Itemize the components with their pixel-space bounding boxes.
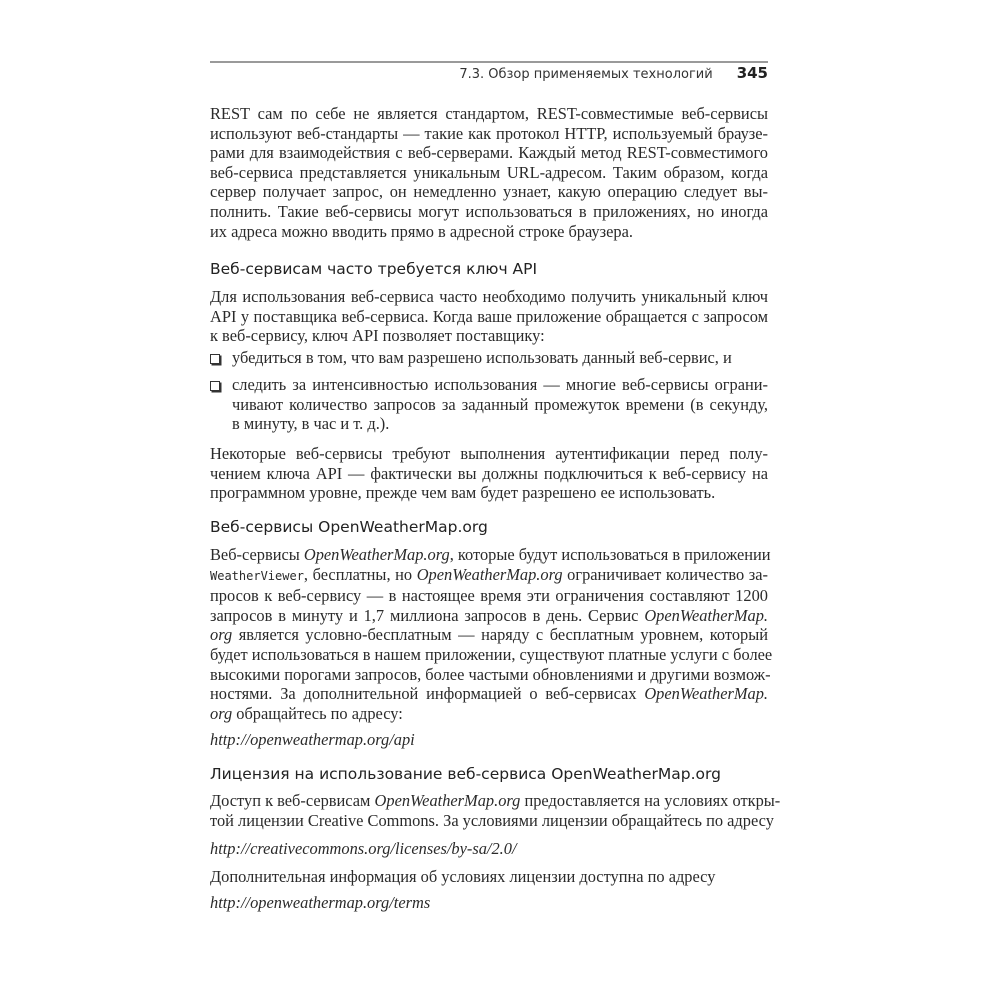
url-link[interactable]: http://openweathermap.org/terms (210, 893, 431, 912)
text-line (210, 867, 768, 887)
text-line (210, 287, 768, 307)
section-heading: Веб-сервисам часто требуется ключ API (210, 260, 538, 278)
text-run: полнить. Такие веб-сервисы могут использоваться в приложениях, но иногда (210, 201, 768, 221)
checkbox-bullet-icon (210, 381, 220, 391)
text-run: к веб-сервису, ключ API позволяет поставщику: (210, 326, 545, 346)
text-run: той лицензии Creative Commons. За условиями лицензии обращайтесь по адресу (210, 810, 774, 830)
text-run: предоставляется на условиях откры- (520, 791, 781, 810)
paragraph (210, 545, 773, 723)
text-run: их адреса можно вводить прямо в адресной строке браузера. (210, 221, 633, 241)
text-line (232, 375, 768, 395)
text-line (210, 791, 781, 811)
bullet-item (210, 348, 768, 368)
paragraph (210, 287, 768, 346)
text-run: сервер получает запрос, он немедленно узнает, какую операцию следует вы- (210, 182, 768, 202)
text-run: Веб-сервисы (210, 545, 304, 564)
text-line (210, 545, 771, 565)
text-run: программном уровне, прежде чем вам будет разрешено ее использовать. (210, 483, 716, 503)
text-line (210, 586, 768, 606)
text-run: веб-сервиса представляется уникальным URL-адресом. Таким образом, когда (210, 162, 768, 182)
italic-term: OpenWeatherMap.org (374, 791, 521, 810)
text-line (210, 664, 771, 685)
text-line (210, 625, 768, 645)
text-run: следить за интенсивностью использования — многие веб-сервисы ограни- (232, 375, 768, 394)
text-line (210, 684, 768, 704)
text-line (210, 143, 768, 163)
page-number: 345 (736, 64, 768, 82)
text-run: просов к веб-сервису — в настоящее время эти ограничения составляют 1200 (210, 586, 768, 606)
text-line (210, 704, 768, 724)
text-run: ностями. За дополнительной информацией о веб-сервисах (210, 684, 645, 704)
running-header (459, 64, 768, 82)
text-run: Дополнительная информация об условиях лицензии доступна по адресу (210, 867, 716, 886)
text-run: в минуту, в час и т. д.). (232, 414, 390, 434)
header-rule (210, 61, 768, 63)
text-line (210, 104, 768, 124)
text-line (210, 464, 768, 484)
text-run: чивают количество запросов за заданный промежуток времени (в секунду, (232, 394, 768, 414)
text-line (210, 810, 774, 831)
text-run: API у поставщика веб-сервиса. Когда ваше приложение обращается с запросом (210, 306, 768, 326)
text-line (210, 222, 768, 242)
text-run: убедиться в том, что вам разрешено использовать данный веб-сервис, и (232, 348, 732, 367)
text-run: чением ключа API — фактически вы должны подключиться к веб-сервису на (210, 463, 768, 483)
text-run: запросов в минуту и 1,7 миллиона запросов в день. Сервис (210, 605, 645, 625)
italic-term: OpenWeatherMap. (644, 684, 768, 704)
text-run: будет использоваться в нашем приложении, существуют платные услуги с более (210, 644, 773, 664)
text-run: Некоторые веб-сервисы требуют выполнения аутентификации перед полу- (210, 444, 768, 463)
text-line (210, 326, 768, 346)
paragraph (210, 791, 781, 830)
text-line (210, 202, 768, 222)
code-term: WeatherViewer (210, 568, 304, 583)
text-run: , бесплатны, но (303, 564, 417, 584)
section-heading: Лицензия на использование веб-сервиса OpenWeatherMap.org (210, 765, 721, 783)
text-run: обращайтесь по адресу: (232, 703, 403, 723)
text-line (232, 395, 768, 415)
url-link[interactable]: http://openweathermap.org/api (210, 730, 415, 749)
text-line (232, 414, 768, 434)
text-line (210, 444, 768, 464)
italic-term: OpenWeatherMap.org (416, 564, 563, 584)
italic-term: OpenWeatherMap.org (303, 545, 450, 564)
text-run: , которые будут использоваться в приложении (449, 545, 771, 564)
text-line (210, 182, 768, 202)
text-run: Доступ к веб-сервисам (210, 791, 375, 810)
text-line (210, 163, 768, 183)
section-title: 7.3. Обзор применяемых технологий (459, 67, 713, 82)
url-link[interactable]: http://creativecommons.org/licenses/by-sa/2.0/ (210, 839, 517, 858)
checkbox-bullet-icon (210, 354, 220, 364)
text-run: Для использования веб-сервиса часто необходимо получить уникальный ключ (210, 287, 768, 306)
italic-term: org (210, 703, 233, 723)
text-run: REST сам по себе не является стандартом, REST-совместимые веб-сервисы (210, 104, 768, 123)
text-line (210, 644, 773, 665)
text-run: высокими порогами запросов, более частыми обновлениями и другими возмож- (210, 664, 771, 684)
italic-term: org (210, 625, 233, 645)
bullet-item (210, 375, 768, 434)
text-line (210, 124, 768, 144)
paragraph (210, 444, 768, 503)
text-line (210, 606, 768, 626)
text-line (210, 483, 768, 503)
text-line (210, 565, 768, 587)
text-run: рами для взаимодействия с веб-серверами. Каждый метод REST-совместимого (210, 143, 768, 163)
text-line (210, 307, 768, 327)
paragraph (210, 104, 768, 241)
text-run: ограничивает количество за- (562, 564, 768, 584)
text-run: используют веб-стандарты — такие как протокол HTTP, используемый браузе- (210, 123, 768, 143)
text-run: является условно-бесплатным — наряду с бесплатным уровнем, который (232, 625, 768, 645)
section-heading: Веб-сервисы OpenWeatherMap.org (210, 518, 488, 536)
paragraph (210, 867, 768, 887)
text-line (232, 348, 768, 368)
italic-term: OpenWeatherMap. (644, 605, 768, 625)
